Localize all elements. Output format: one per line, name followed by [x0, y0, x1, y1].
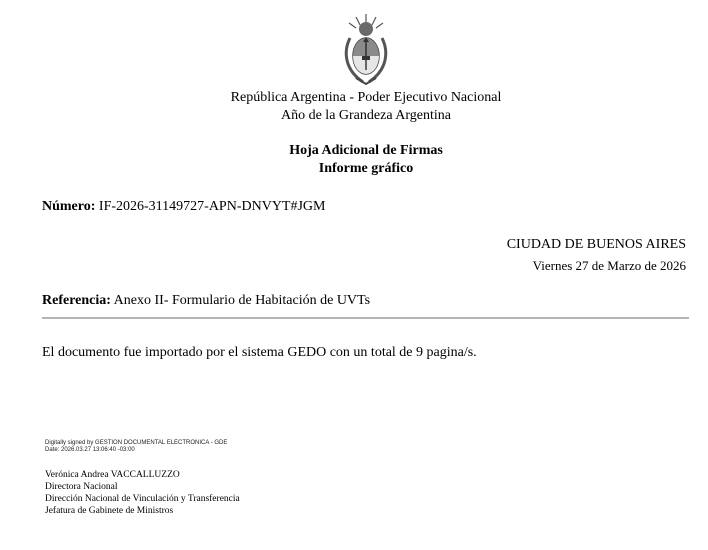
digital-signature-line-1: Digitally signed by GESTION DOCUMENTAL ELECTRONICA - GDE: [45, 440, 228, 446]
header-line-1: República Argentina - Poder Ejecutivo Nacional: [230, 90, 502, 105]
document-number-value: IF-2026-31149727-APN-DNVYT#JGM: [98, 199, 326, 214]
signer-name: Verónica Andrea VACCALLUZZO: [45, 470, 180, 480]
body-text: El documento fue importado por el sistema GEDO con un total de 9 pagina/s.: [42, 345, 477, 360]
reference-label: Referencia:: [42, 293, 111, 308]
document-subtitle: Informe gráfico: [318, 161, 414, 176]
reference-value: Anexo II- Formulario de Habitación de UVTs: [113, 293, 371, 308]
place: CIUDAD DE BUENOS AIRES: [506, 237, 686, 252]
document-number-label: Número:: [42, 199, 96, 214]
signer-role: Directora Nacional: [45, 482, 118, 492]
divider: [42, 317, 689, 319]
signer-department: Jefatura de Gabinete de Ministros: [45, 506, 174, 516]
digital-signature-date: Date: 2026.03.27 13:06:40 -03:00: [45, 447, 135, 453]
date: Viernes 27 de Marzo de 2026: [532, 258, 686, 273]
document-title: Hoja Adicional de Firmas: [289, 143, 443, 158]
header-line-2: Año de la Grandeza Argentina: [280, 108, 451, 123]
argentina-coat-of-arms-icon: [341, 12, 391, 86]
document-number: [42, 199, 326, 215]
signer-office: Dirección Nacional de Vinculación y Transferencia: [45, 494, 240, 504]
reference: [42, 293, 370, 309]
